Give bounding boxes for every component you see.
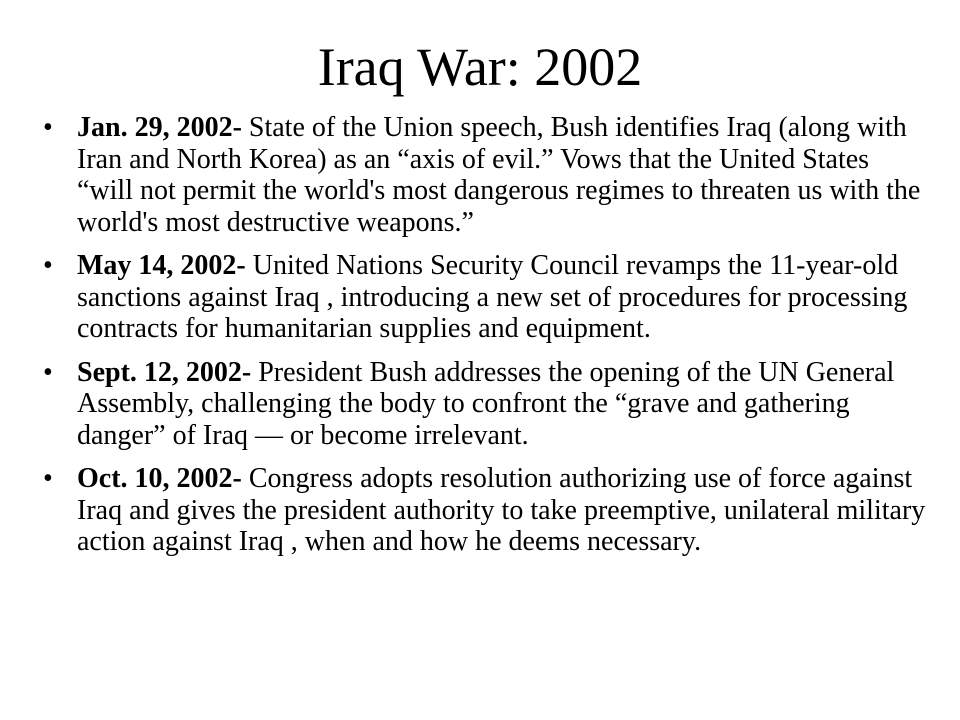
bullet-date: Jan. 29, 2002- (77, 112, 242, 143)
bullet-item-sept-12 (40, 357, 930, 452)
bullet-icon: • (43, 250, 53, 281)
bullet-icon: • (43, 463, 53, 494)
bullet-item-may-14 (40, 250, 930, 345)
bullet-date: Sept. 12, 2002- (77, 356, 252, 388)
bullet-text: United Nations Security Council revamps the 11-year-old sanctions against Iraq , introducing a new set of procedures for processing contracts for humanitarian supplies and equipment. (77, 250, 908, 344)
bullet-item-oct-10 (40, 463, 930, 558)
bullet-text: State of the Union speech, Bush identifies Iraq (along with Iran and North Korea) as an “axis of evil.” Vows that the United States “will not permit the world's most dangerous regimes to threaten us with the world's most destructive weapons.” (77, 112, 921, 238)
bullet-list (40, 112, 930, 570)
bullet-text: President Bush addresses the opening of the UN General Assembly, challenging the body to confront the “grave and gathering danger” of Iraq — or become irrelevant. (77, 356, 895, 451)
bullet-date: May 14, 2002- (77, 250, 246, 281)
bullet-text: Congress adopts resolution authorizing use of force against Iraq and gives the president authority to take preemptive, unilateral military action against Iraq , when and how he deems necessary. (77, 463, 926, 557)
slide-title: Iraq War: 2002 (317, 37, 643, 97)
bullet-date: Oct. 10, 2002- (77, 463, 242, 494)
bullet-icon: • (43, 356, 53, 388)
bullet-item-jan-29 (40, 112, 930, 238)
bullet-icon: • (43, 112, 53, 143)
